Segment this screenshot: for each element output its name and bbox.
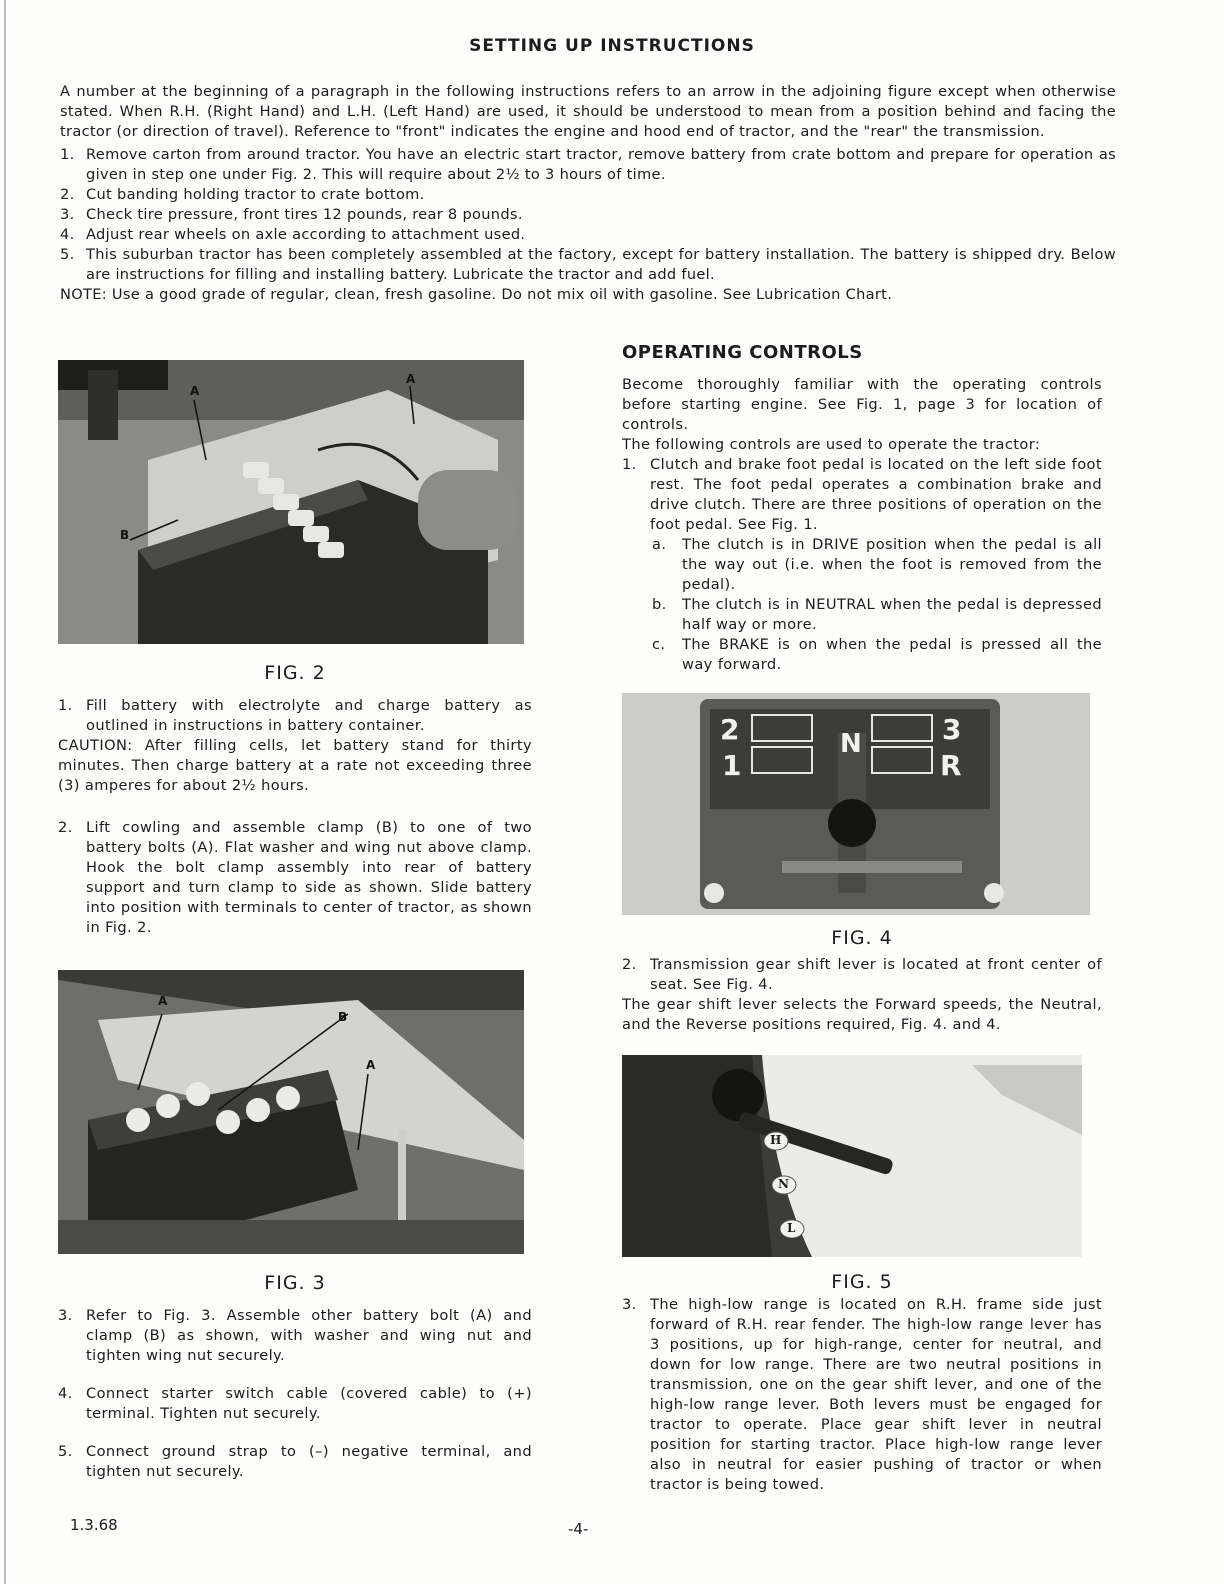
sub-item [622, 535, 1102, 595]
instruction-item [58, 696, 532, 736]
fig5-photo [622, 1055, 1082, 1257]
operating-controls-heading: OPERATING CONTROLS [622, 342, 863, 363]
setup-step [60, 185, 1116, 205]
instruction-item [58, 1442, 532, 1482]
instruction-item [58, 818, 532, 938]
gear-label: 1 [722, 749, 742, 782]
range-label-high: H [770, 1133, 782, 1147]
setup-step [60, 145, 1116, 185]
page-number: -4- [568, 1520, 589, 1538]
step-text: Adjust rear wheels on axle according to attachment used. [86, 226, 526, 243]
sub-item-letter: c. [652, 636, 666, 653]
fig2-label-a: A [190, 384, 200, 398]
fig3-caption: FIG. 3 [264, 1272, 326, 1294]
range-label-low: L [787, 1221, 796, 1235]
fig2-photo [58, 360, 524, 644]
item-number: 3. [58, 1307, 73, 1324]
sub-item-text: The clutch is in NEUTRAL when the pedal is depressed half way or more. [682, 596, 1102, 633]
sub-item-letter: b. [652, 596, 667, 613]
sub-item [622, 635, 1102, 675]
item-number: 1. [58, 697, 73, 714]
left-column [58, 360, 532, 1482]
item-text: Connect starter switch cable (covered cable) to (+) terminal. Tighten nut securely. [86, 1385, 532, 1422]
sub-item-text: The BRAKE is on when the pedal is pressed all the way forward. [682, 636, 1102, 673]
gear-label: R [940, 749, 962, 782]
range-label-neutral: N [778, 1177, 789, 1191]
instruction-item [58, 1384, 532, 1424]
item-text: Lift cowling and assemble clamp (B) to one of two battery bolts (A). Flat washer and wing nut above clamp. Hook the bolt clamp assembly into rear of battery support and turn clamp to side as shown. Slide battery into position with terminals to center of tractor, as shown in Fig. 2. [86, 819, 532, 936]
right-column [622, 342, 1102, 1495]
fig5-caption: FIG. 5 [831, 1271, 893, 1293]
step-text: Check tire pressure, front tires 12 pounds, rear 8 pounds. [86, 206, 523, 223]
scan-edge [4, 0, 6, 1584]
instruction-item [622, 955, 1102, 995]
gear-label: N [840, 729, 862, 759]
instruction-item [622, 455, 1102, 535]
page-title: SETTING UP INSTRUCTIONS [469, 36, 755, 56]
sub-item [622, 595, 1102, 635]
operating-intro: Become thoroughly familiar with the operating controls before starting engine. See Fig. 1, page 3 for location of controls. [622, 376, 1102, 433]
fig2-caption: FIG. 2 [264, 662, 326, 684]
step-text: Cut banding holding tractor to crate bottom. [86, 186, 425, 203]
item-text: The high-low range is located on R.H. frame side just forward of R.H. rear fender. The high-low range lever has 3 positions, up for high-range, center for neutral, and down for low range. There are two neutral positions in transmission, one on the gear shift lever, and one of the high-low range lever. Both levers must be engaged for tractor to operate. Place gear shift lever in neutral position for starting tractor. Place high-low range lever also in neutral for easier pushing of tractor or when tractor is being towed. [650, 1296, 1102, 1493]
step-text: Remove carton from around tractor. You have an electric start tractor, remove battery from crate bottom and prepare for operation as given in step one under Fig. 2. This will require about 2½ to 3 hours of time. [86, 146, 1116, 183]
operating-intro: The following controls are used to operate the tractor: [622, 436, 1041, 453]
fig4-photo [622, 693, 1090, 915]
step-number: 4. [60, 226, 75, 243]
fig2-label-a: A [406, 372, 416, 386]
item-number: 3. [622, 1296, 637, 1313]
document-code: 1.3.68 [70, 1516, 118, 1534]
gasoline-note: NOTE: Use a good grade of regular, clean, fresh gasoline. Do not mix oil with gasoline. See Lubrication Chart. [60, 286, 893, 303]
sub-item-letter: a. [652, 536, 667, 553]
caution-text: CAUTION: After filling cells, let battery stand for thirty minutes. Then charge battery at a rate not exceeding three (3) amperes for about 2½ hours. [58, 737, 532, 794]
fig2-instructions [58, 696, 532, 938]
gear-shift-text: The gear shift lever selects the Forward speeds, the Neutral, and the Reverse positions required, Fig. 4. and 4. [622, 996, 1102, 1033]
item-number: 2. [622, 956, 637, 973]
item-number: 1. [622, 456, 637, 473]
item-text: Clutch and brake foot pedal is located on the left side foot rest. The foot pedal operates a combination brake and drive clutch. There are three positions of operation on the foot pedal. See Fig. 1. [650, 456, 1102, 533]
fig3-label-a: A [366, 1058, 376, 1072]
fig3-label-a: A [158, 994, 168, 1008]
step-text: This suburban tractor has been completely assembled at the factory, except for battery installation. The battery is shipped dry. Below are instructions for filling and installing battery. Lubricate the tractor and add fuel. [86, 246, 1116, 283]
item-text: Transmission gear shift lever is located at front center of seat. See Fig. 4. [650, 956, 1102, 993]
intro-paragraph: A number at the beginning of a paragraph in the following instructions refers to an arrow in the adjoining figure except when otherwise stated. When R.H. (Right Hand) and L.H. (Left Hand) are used, it should be understood to mean from a position behind and facing the tractor (or direction of travel). Reference to "front" indicates the engine and hood end of tractor, and the "rear" the transmission. [60, 83, 1116, 140]
step-number: 2. [60, 186, 75, 203]
setup-step [60, 225, 1116, 245]
gear-label: 2 [720, 713, 740, 746]
item-text: Refer to Fig. 3. Assemble other battery bolt (A) and clamp (B) as shown, with washer and wing nut and tighten wing nut securely. [86, 1307, 532, 1364]
instruction-item [622, 1295, 1102, 1495]
item-text: Connect ground strap to (–) negative terminal, and tighten nut securely. [86, 1443, 532, 1480]
step-number: 1. [60, 146, 75, 163]
fig2-label-b: B [120, 528, 130, 542]
item-number: 2. [58, 819, 73, 836]
setup-steps [60, 145, 1116, 285]
intro-section [60, 82, 1116, 305]
fig3-photo [58, 970, 524, 1254]
fig4-instructions [622, 955, 1102, 1035]
instruction-item [58, 1306, 532, 1366]
setup-step [60, 205, 1116, 225]
sub-item-text: The clutch is in DRIVE position when the pedal is all the way out (i.e. when the foot is removed from the pedal). [682, 536, 1102, 593]
item-number: 4. [58, 1385, 73, 1402]
item-number: 5. [58, 1443, 73, 1460]
fig5-instructions [622, 1295, 1102, 1495]
gear-label: 3 [942, 713, 962, 746]
step-number: 3. [60, 206, 75, 223]
operating-controls-body [622, 375, 1102, 675]
step-number: 5. [60, 246, 75, 263]
item-text: Fill battery with electrolyte and charge battery as outlined in instructions in battery container. [86, 697, 532, 734]
fig4-caption: FIG. 4 [831, 927, 893, 949]
fig3-label-b: B [338, 1010, 348, 1024]
fig3-instructions [58, 1306, 532, 1482]
setup-step [60, 245, 1116, 285]
